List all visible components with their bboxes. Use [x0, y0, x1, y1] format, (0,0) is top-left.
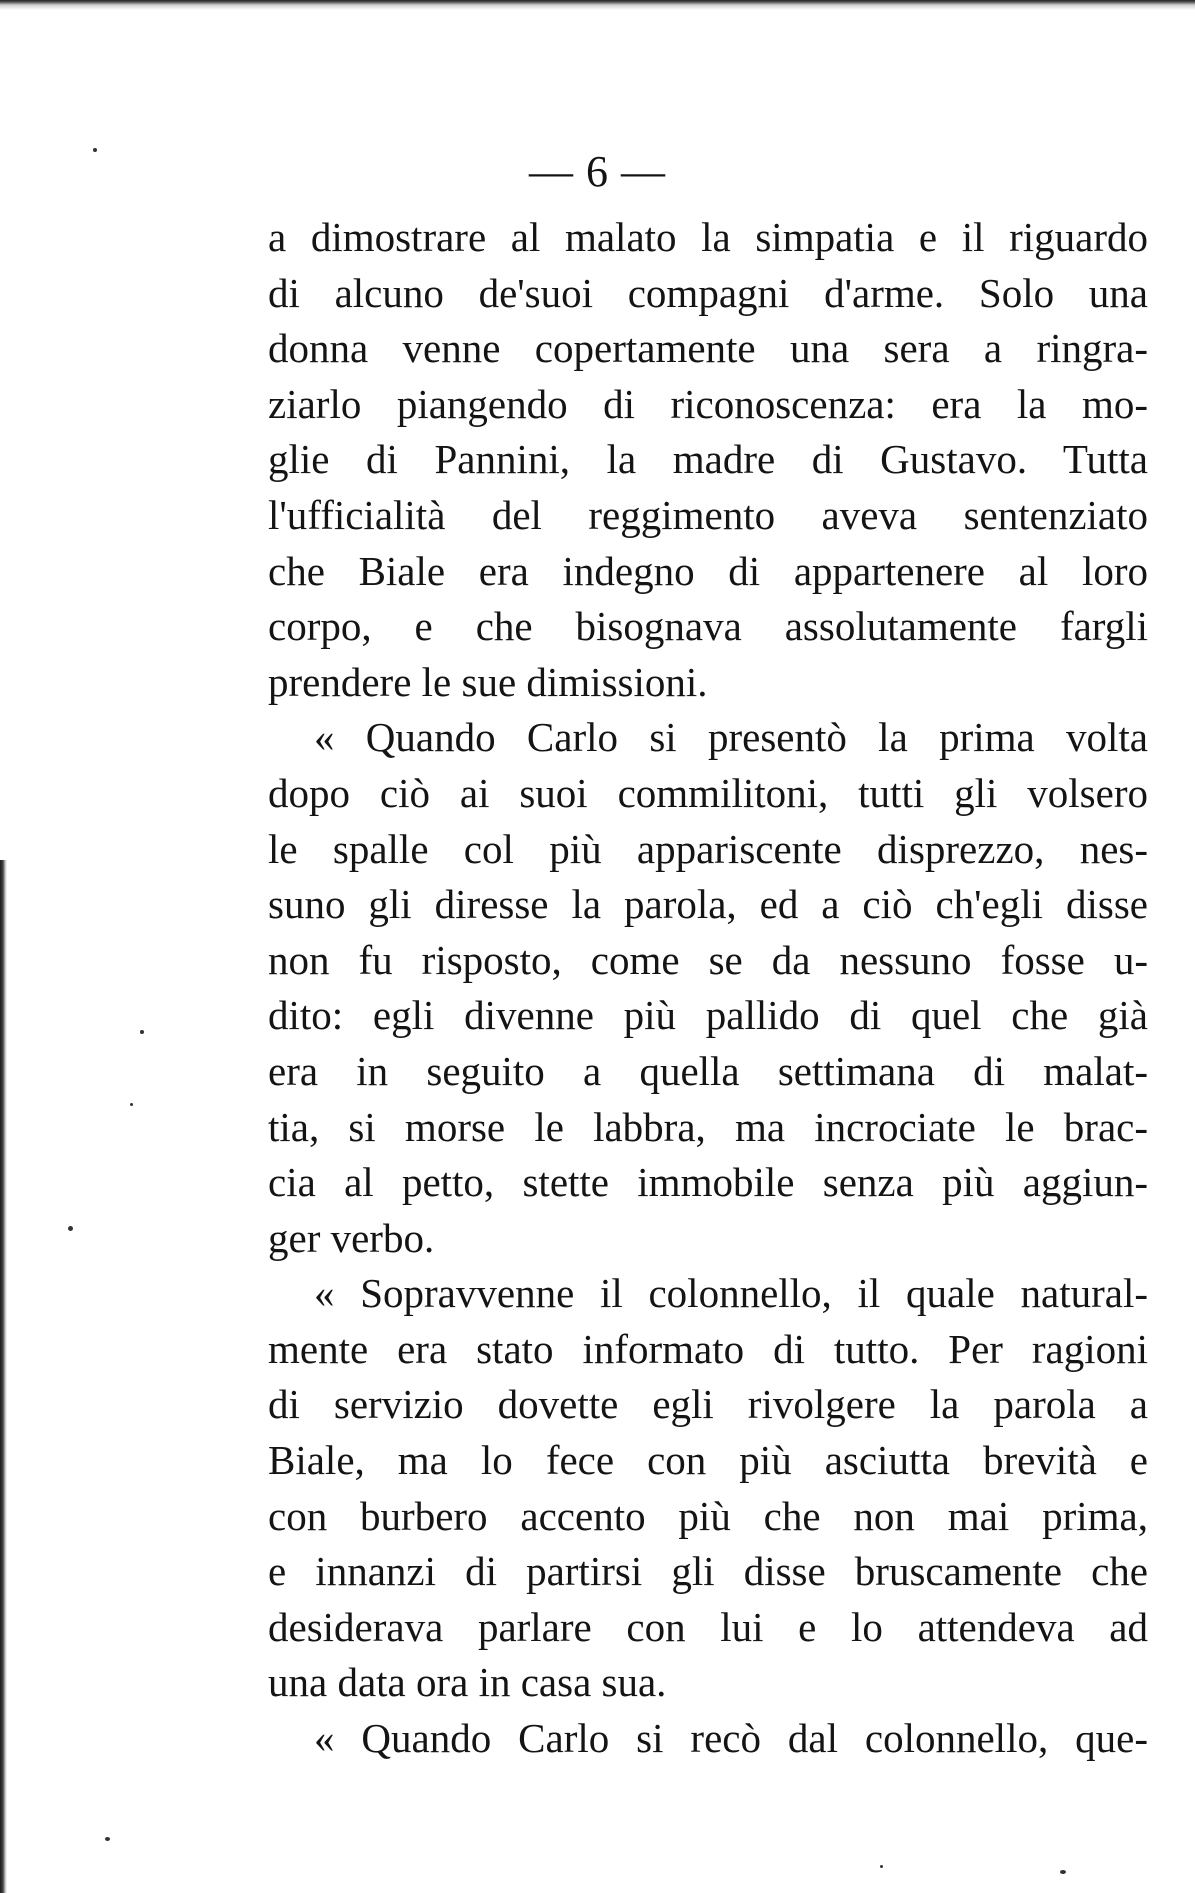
text-line: con burbero accento più che non mai prima, — [268, 1492, 1148, 1539]
text-line: ziarlo piangendo di riconoscenza: era la mo- — [268, 380, 1148, 427]
text-line: ger verbo. — [268, 1214, 435, 1261]
scan-top-edge — [0, 0, 1195, 10]
text-line: non fu risposto, come se da nessuno fosse u- — [268, 936, 1148, 983]
text-line: le spalle col più appariscente disprezzo, nes- — [268, 825, 1148, 872]
body-text — [268, 210, 1148, 1767]
text-line: a dimostrare al malato la simpatia e il riguardo — [268, 214, 1148, 260]
text-line: mente era stato informato di tutto. Per ragioni — [268, 1325, 1148, 1372]
text-line: dito: egli divenne più pallido di quel che già — [268, 992, 1148, 1039]
scan-speck — [140, 1030, 144, 1034]
text-line: era in seguito a quella settimana di malat- — [268, 1047, 1148, 1094]
text-line: cia al petto, stette immobile senza più aggiun- — [268, 1159, 1148, 1206]
text-line: che Biale era indegno di appartenere al loro — [268, 547, 1148, 594]
text-line: glie di Pannini, la madre di Gustavo. Tutta — [268, 436, 1148, 483]
scan-binding-shadow — [0, 860, 7, 1893]
text-line: una data ora in casa sua. — [268, 1659, 667, 1706]
text-line: di servizio dovette egli rivolgere la parola a — [268, 1381, 1148, 1428]
text-line: « Quando Carlo si presentò la prima volta — [314, 714, 1148, 761]
text-line: Biale, ma lo fece con più asciutta brevità e — [268, 1437, 1148, 1484]
text-line: dopo ciò ai suoi commilitoni, tutti gli volsero — [268, 769, 1148, 816]
text-line: prendere le sue dimissioni. — [268, 658, 708, 705]
text-line: « Sopravvenne il colonnello, il quale natural- — [314, 1270, 1148, 1317]
scan-speck — [130, 1103, 133, 1106]
scan-speck — [1060, 1870, 1066, 1874]
text-line: « Quando Carlo si recò dal colonnello, que- — [314, 1715, 1148, 1762]
text-line: e innanzi di partirsi gli disse bruscamente che — [268, 1548, 1148, 1595]
scan-speck — [105, 1837, 110, 1841]
scan-speck — [68, 1226, 73, 1231]
text-line: donna venne copertamente una sera a ringra- — [268, 325, 1148, 372]
text-line: corpo, e che bisognava assolutamente fargli — [268, 603, 1148, 650]
text-line: tia, si morse le labbra, ma incrociate le brac- — [268, 1103, 1148, 1150]
scan-speck — [880, 1865, 883, 1868]
text-line: l'ufficialità del reggimento aveva sentenziato — [268, 491, 1148, 538]
text-line: suno gli diresse la parola, ed a ciò ch'egli disse — [268, 881, 1148, 928]
text-line: desiderava parlare con lui e lo attendeva ad — [268, 1603, 1148, 1650]
page-number: — 6 — — [529, 147, 666, 196]
text-line: di alcuno de'suoi compagni d'arme. Solo una — [268, 269, 1148, 316]
